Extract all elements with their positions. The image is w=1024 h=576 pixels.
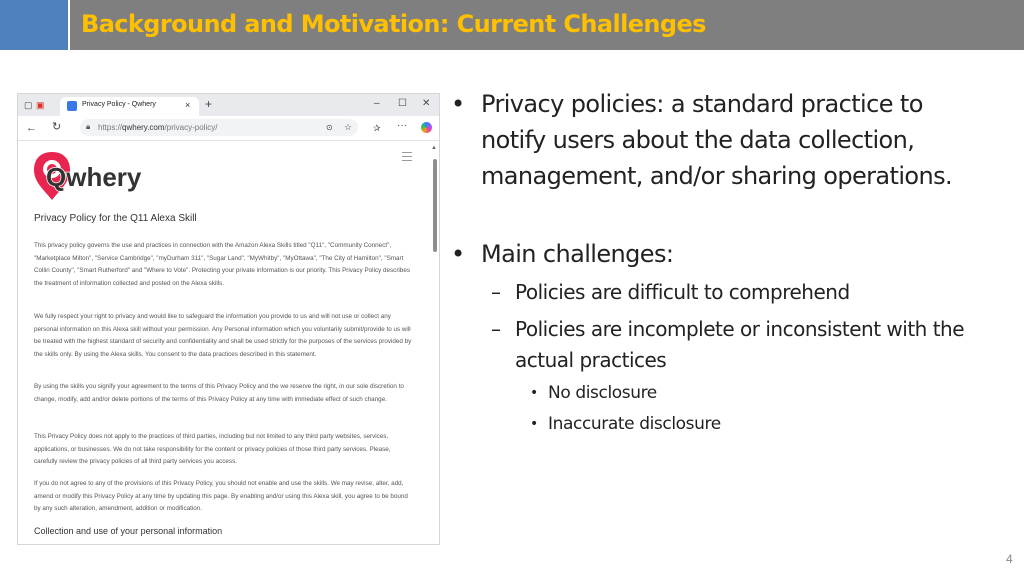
qwhery-logo xyxy=(32,150,144,204)
sub-bullet-text: Policies are difficult to comprehend xyxy=(515,280,850,304)
new-tab-icon[interactable]: + xyxy=(205,97,213,111)
read-aloud-icon[interactable]: ⊙ xyxy=(326,123,333,132)
bullet-text: Main challenges: xyxy=(481,240,674,268)
sub-sub-bullet-text: Inaccurate disclosure xyxy=(548,414,721,434)
policy-heading: Privacy Policy for the Q11 Alexa Skill xyxy=(34,213,197,224)
title-separator xyxy=(68,0,70,50)
policy-paragraph: This privacy policy governs the use and practices in connection with the Amazon Alexa Skills titled "Q11", "Community Connect", "Marketplace Milton", "Service Cambridge", "myDurham 311", "Sugar Land", "MyWhitby", "MyOttawa", "The City of Hamilton", "Smart Collin County", "Smart Rutherford" and "Where to Vote". Protecting your private information is our priority. This Privacy Policy describes the treatment of information collected and posted on the Alexa skills. xyxy=(34,242,410,287)
refresh-icon[interactable]: ↻ xyxy=(52,121,62,133)
bullet-main-challenges xyxy=(451,236,961,272)
bullet-marker: • xyxy=(451,240,465,268)
maximize-icon[interactable]: ☐ xyxy=(398,98,407,109)
scroll-thumb[interactable] xyxy=(433,159,437,252)
favorites-icon[interactable]: ✰ xyxy=(373,123,381,133)
scrollbar[interactable] xyxy=(431,145,438,541)
minimize-icon[interactable]: – xyxy=(374,98,380,109)
slide-number: 4 xyxy=(1006,552,1013,566)
bullet-privacy-policies xyxy=(451,86,961,194)
policy-paragraph: If you do not agree to any of the provisions of this Privacy Policy, you should not enable and use the skills. We may revise, alter, add, amend or modify this Privacy Policy at any time by updating this page. By enabling and/or using this Alexa skill, you agree to be bound by any such alteration, amendment, addition or modification. xyxy=(34,480,408,512)
copilot-icon[interactable] xyxy=(421,122,432,133)
scroll-up-icon[interactable]: ▲ xyxy=(431,145,437,151)
tab-strip xyxy=(18,94,439,116)
star-icon[interactable]: ☆ xyxy=(344,122,353,132)
sub-bullet-incomplete xyxy=(491,314,985,376)
slide-title: Background and Motivation: Current Challenges xyxy=(81,10,706,38)
profile-icon[interactable]: ▢ xyxy=(24,100,33,110)
dash-marker: – xyxy=(491,317,501,341)
url-text: https://qwhery.com/privacy-policy/ xyxy=(98,123,218,132)
svg-text:Qwhery: Qwhery xyxy=(46,162,142,192)
dash-marker: – xyxy=(491,280,501,304)
bullet-text: Privacy policies: a standard practice to notify users about the data collection, management, and/or sharing operations. xyxy=(481,90,953,190)
policy-subheading: Collection and use of your personal information xyxy=(34,526,223,536)
favicon-icon xyxy=(67,101,77,111)
back-icon[interactable]: ← xyxy=(26,122,37,134)
menu-icon[interactable] xyxy=(402,152,412,164)
sub-sub-bullet-no-disclosure xyxy=(530,381,657,405)
browser-screenshot xyxy=(18,94,439,544)
policy-paragraph: By using the skills you signify your agreement to the terms of this Privacy Policy and the we reserve the right, in our sole discretion to change, modify, add and/or delete portions of the terms of this Privacy Policy at any time with immediate effect of such change. xyxy=(34,383,404,403)
policy-paragraph: We fully respect your right to privacy and would like to safeguard the information you provide to us and will not use or collect any personal information on this Alexa skill without your permission. Any Personal information which you voluntarily submit/provide to us will be treated with the highest standard of security and confidentiality and shall be used strictly for the purposes of the services provided by the skills only. By using the Alexa skills, You consent to the data practices described in this statement. xyxy=(34,313,412,358)
address-bar xyxy=(18,116,439,141)
close-window-icon[interactable]: ✕ xyxy=(422,98,431,109)
tab-close-icon[interactable]: × xyxy=(185,100,191,110)
bullet-marker: • xyxy=(530,416,538,432)
title-accent-block xyxy=(0,0,68,50)
url-input[interactable] xyxy=(80,119,358,136)
more-icon[interactable]: ··· xyxy=(397,120,407,131)
sub-sub-bullet-text: No disclosure xyxy=(548,383,657,403)
policy-paragraph: This Privacy Policy does not apply to the practices of third parties, including but not limited to any third party websites, services, applications, or businesses. We do not take responsibility for the content or privacy policies of those third party services. Please, carefully review the privacy policies of all third party services you access. xyxy=(34,433,391,465)
bullet-marker: • xyxy=(530,385,538,401)
workspaces-icon[interactable]: ▣ xyxy=(36,100,45,110)
page-content xyxy=(18,141,439,544)
sub-bullet-difficult xyxy=(491,277,985,308)
browser-tab[interactable] xyxy=(60,97,199,116)
sub-sub-bullet-inaccurate xyxy=(530,412,721,436)
sub-bullet-text: Policies are incomplete or inconsistent with the actual practices xyxy=(515,317,965,372)
tab-title: Privacy Policy - Qwhery xyxy=(82,101,156,108)
lock-icon: 🔒︎ xyxy=(86,122,91,131)
bullet-marker: • xyxy=(451,90,465,118)
